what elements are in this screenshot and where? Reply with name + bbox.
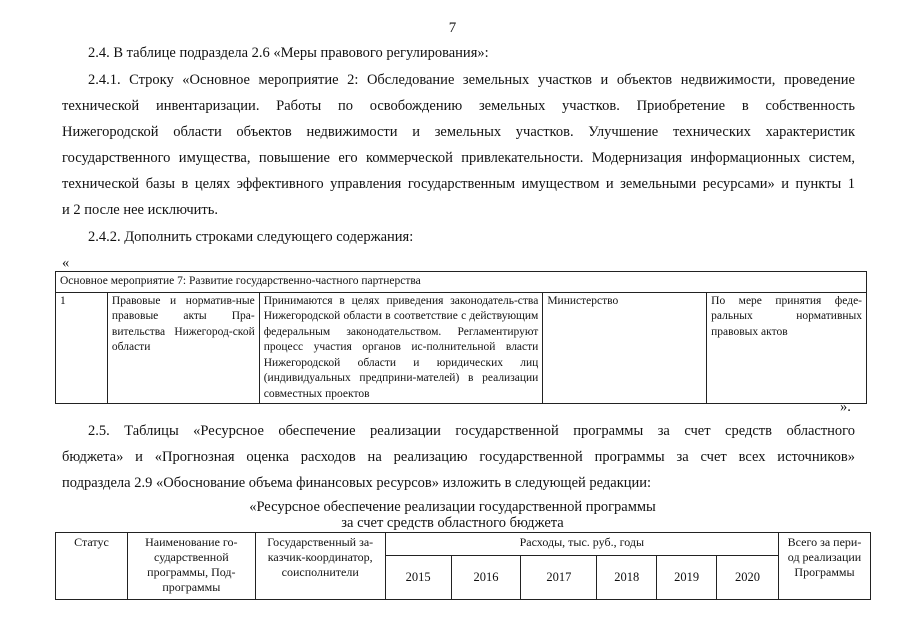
main-activity-title: Основное мероприятие 7: Развитие государственно-частного партнерства [56,272,867,293]
responsible-cell: Министерство [543,292,707,404]
year-2015: 2015 [385,556,451,600]
close-quote: ». [840,399,851,415]
table-caption-line-2: за счет средств областного бюджета [341,515,564,531]
col-program-name: Наименование го-сударственной программы, Под-программы [127,533,255,600]
table-header-row [56,272,867,293]
paragraph-2-4-1-line-4: государственного имущества, повышение его коммерческой привлекательности. Модернизация информационных систем, [62,150,855,166]
paragraph-2-5-line-2: бюджета» и «Прогнозная оценка расходов на реализацию государственной программы за счет всех источников» [62,449,855,465]
paragraph-2-4-1-line-5: технической базы в целях эффективного управления государственным имуществом и земельными ресурсами» и пункты 1 [62,176,855,192]
paragraph-2-5-line-1: 2.5. Таблицы «Ресурсное обеспечение реализации государственной программы за счет средств областного [88,423,855,439]
col-status: Статус [56,533,128,600]
resource-table [55,532,871,600]
year-2019: 2019 [657,556,717,600]
col-expenses: Расходы, тыс. руб., годы [385,533,778,556]
content-cell: Принимаются в целях приведения законодатель-ства Нижегородской области в соответствие с действующим федеральным законодательством. Регламентируют процесс участия органов ис-полнительной власти Нижегородской области и юридических лиц (индивидуальных предприни-мателей) в реализации совместных проектов [259,292,543,404]
deadline-cell: По мере принятия феде-ральных нормативных правовых актов [707,292,867,404]
paragraph-2-4-1-line-3: Нижегородской области объектов недвижимости и земельных участков. Улучшение технических характеристик [62,124,855,140]
row-number: 1 [56,292,108,404]
open-quote: « [62,255,70,271]
legal-measures-table [55,271,867,404]
act-type-cell: Правовые и норматив-ные правовые акты Пра-вительства Нижегород-ской области [107,292,259,404]
paragraph-2-5-line-3: подраздела 2.9 «Обоснование объема финансовых ресурсов» изложить в следующей редакции: [62,475,652,491]
table-caption-line-1: «Ресурсное обеспечение реализации государственной программы [249,499,656,515]
paragraph-2-4-1-line-1: 2.4.1. Строку «Основное мероприятие 2: Обследование земельных участков и объектов недвижимости, проведение [88,72,855,88]
table-header-row [56,533,871,556]
col-total: Всего за пери-од реализации Программы [779,533,871,600]
year-2017: 2017 [521,556,597,600]
page-number: 7 [448,20,457,36]
year-2018: 2018 [597,556,657,600]
table-row [56,292,867,404]
paragraph-2-4-1-line-2: технической инвентаризации. Работы по освобождению земельных участков. Приобретение в собственность [62,98,855,114]
year-2020: 2020 [717,556,779,600]
col-customer: Государственный за-казчик-координатор, соисполнители [255,533,385,600]
paragraph-2-4: 2.4. В таблице подраздела 2.6 «Меры правового регулирования»: [88,45,489,61]
year-2016: 2016 [451,556,521,600]
paragraph-2-4-2: 2.4.2. Дополнить строками следующего содержания: [88,229,414,245]
paragraph-2-4-1-line-6: и 2 после нее исключить. [62,202,219,218]
